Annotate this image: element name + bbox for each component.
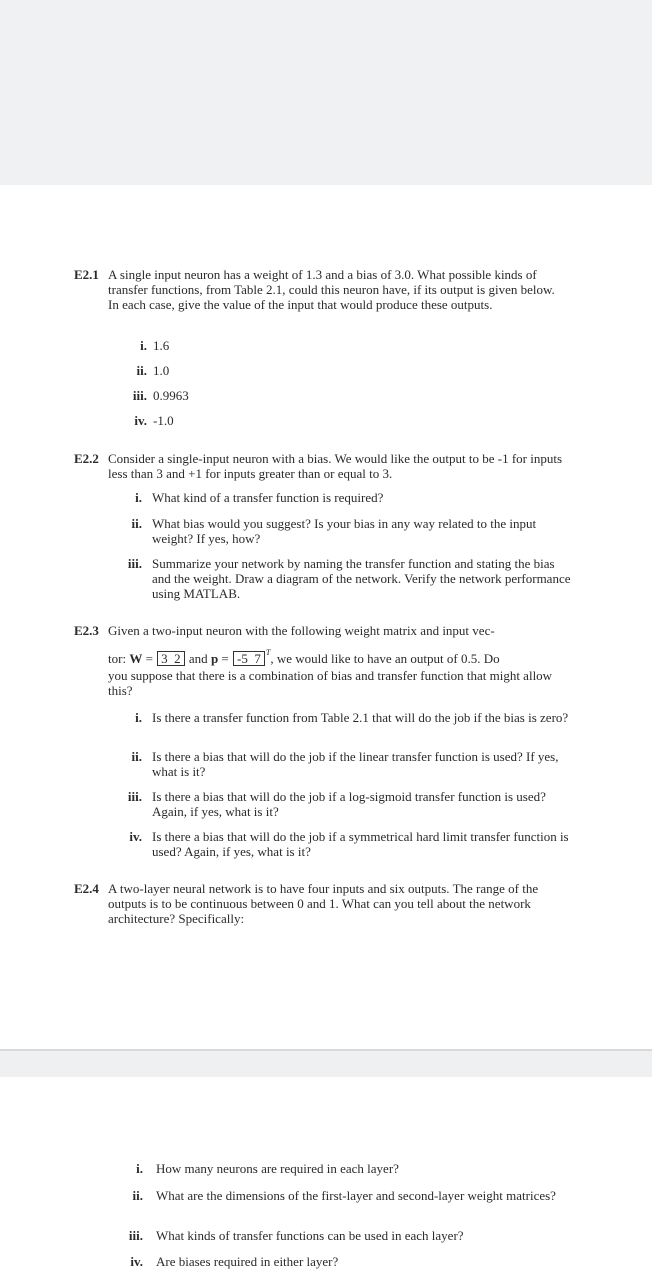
item-label: ii. [131, 749, 142, 764]
page-separator [0, 1049, 652, 1077]
exercise-number: E2.3 [74, 623, 99, 638]
item-text: 1.0 [153, 363, 170, 378]
item-text: Is there a bias that will do the job if the linear transfer function is used? If yes, what is it? [152, 749, 559, 779]
exercise-number: E2.2 [74, 451, 99, 466]
text-tor: tor: [108, 651, 127, 666]
item-label: i. [135, 710, 142, 725]
item-label: iii. [128, 1228, 143, 1243]
exercise-text-line1: Given a two-input neuron with the following weight matrix and input vec- [108, 623, 495, 638]
input-symbol: p [210, 651, 219, 666]
item-label: ii. [132, 1188, 143, 1203]
item-label: iv. [129, 829, 142, 844]
item-label: iv. [134, 413, 147, 428]
text-tail: , we would like to have an output of 0.5. Do [270, 651, 500, 666]
item-text: What kind of a transfer function is required? [152, 490, 384, 505]
item-label: ii. [131, 516, 142, 531]
item-label: ii. [136, 363, 147, 378]
item-text: 1.6 [153, 338, 170, 353]
item-label: iii. [132, 388, 147, 403]
text-and: and [188, 651, 208, 666]
exercise-number: E2.4 [74, 881, 99, 896]
input-vector [233, 651, 265, 666]
item-label: iv. [130, 1254, 143, 1269]
item-text: What are the dimensions of the first-layer and second-layer weight matrices? [156, 1188, 556, 1203]
transpose-mark: T [265, 648, 271, 657]
item-label: i. [136, 1161, 143, 1176]
exercise-text-rest: you suppose that there is a combination of bias and transfer function that might allow this? [108, 668, 553, 698]
item-text: 0.9963 [153, 388, 189, 403]
item-label: i. [135, 490, 142, 505]
item-text: Summarize your network by naming the transfer function and stating the bias and the weight. Draw a diagram of the network. Verify the network performance using MATLAB. [152, 556, 571, 601]
exercise-math-line [108, 645, 578, 666]
exercise-number: E2.1 [74, 267, 99, 282]
exercise-e2-3 [74, 623, 574, 703]
weight-values: 3 2 [161, 651, 181, 666]
weight-symbol: W [129, 651, 143, 666]
equals-sign: = [221, 651, 229, 666]
item-label: iii. [127, 556, 142, 571]
item-text: Is there a transfer function from Table 2.1 that will do the job if the bias is zero? [152, 710, 569, 725]
item-text: Is there a bias that will do the job if a symmetrical hard limit transfer function is used? Again, if yes, what is it? [152, 829, 569, 859]
item-text: What kinds of transfer functions can be used in each layer? [156, 1228, 464, 1243]
exercise-text: A two-layer neural network is to have four inputs and six outputs. The range of the outputs is to be continuous between 0 and 1. What can you tell about the network architecture? Specifically: [108, 881, 539, 926]
input-values: -5 7 [237, 651, 261, 666]
exercise-text: Consider a single-input neuron with a bias. We would like the output to be -1 for inputs less than 3 and +1 for inputs greater than or equal to 3. [108, 451, 563, 481]
item-text: -1.0 [153, 413, 174, 428]
item-label: i. [140, 338, 147, 353]
top-gray-band [0, 0, 652, 185]
item-label: iii. [127, 789, 142, 804]
weight-matrix [157, 651, 185, 666]
exercise-text: A single input neuron has a weight of 1.3 and a bias of 3.0. What possible kinds of transfer functions, from Table 2.1, could this neuron have, if its output is given below. In each case, give the value of the input that would produce these outputs. [108, 267, 555, 312]
item-text: How many neurons are required in each layer? [156, 1161, 399, 1176]
equals-sign: = [145, 651, 153, 666]
item-text: Are biases required in either layer? [156, 1254, 339, 1269]
item-text: Is there a bias that will do the job if a log-sigmoid transfer function is used? Again, if yes, what is it? [152, 789, 546, 819]
item-text: What bias would you suggest? Is your bias in any way related to the input weight? If yes, how? [152, 516, 537, 546]
